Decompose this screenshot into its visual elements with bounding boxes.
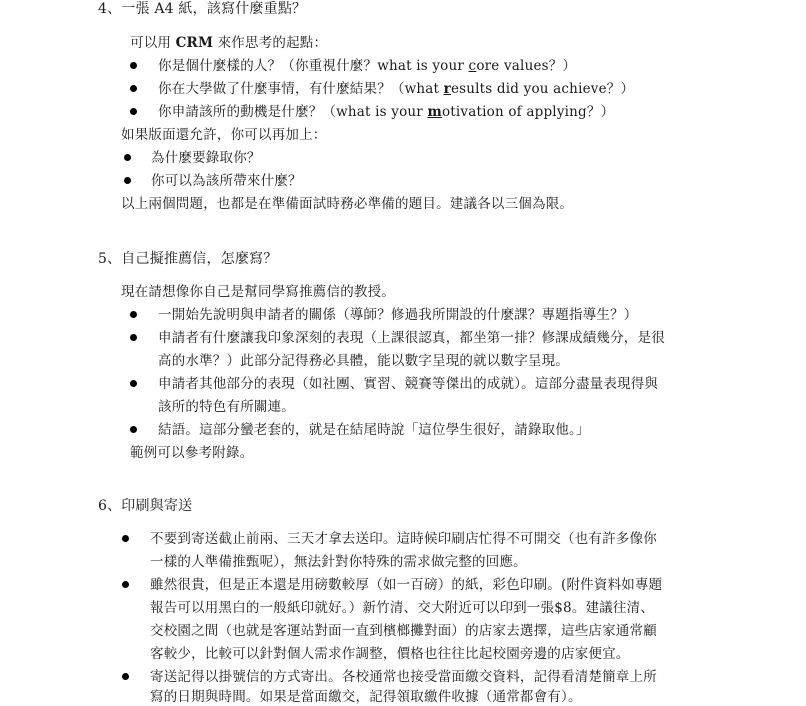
bullet-icon <box>122 535 129 542</box>
s4-bullet-motivation <box>158 103 614 121</box>
s5-bullet-relationship: 一開始先說明與申請者的關係（導師？修過我所開設的什麼課？專題指導生？） <box>158 307 638 323</box>
intro-text: 可以用 <box>130 35 176 51</box>
s5-intro: 現在請想像你自己是幫同學寫推薦信的教授。 <box>121 284 395 300</box>
crm-term: CRM <box>175 35 214 51</box>
bullet-icon <box>130 380 137 387</box>
bullet-icon <box>130 85 137 92</box>
bullet-icon <box>122 673 129 680</box>
c-letter: c <box>468 58 477 74</box>
bullet-icon <box>124 177 131 184</box>
s5-reference: 範例可以參考附錄。 <box>130 445 254 461</box>
bullet-icon <box>130 334 137 341</box>
bullet-icon <box>124 154 131 161</box>
s6-bullet-mailing-l1: 寄送記得以掛號信的方式寄出。各校通常也接受當面繳交資料，記得看清楚簡章上所 <box>150 669 657 685</box>
s5-bullet-conclusion: 結語。這部分蠻老套的，就是在結尾時說「這位學生很好，請錄取他。」 <box>158 422 590 438</box>
s5-bullet-other-l1: 申請者其他部分的表現（如社團、實習、競賽等傑出的成就）。這部分盡量表現得與 <box>158 376 659 392</box>
text: otivation of applying？） <box>441 104 615 120</box>
s5-bullet-impression-l1: 申請者有什麼讓我印象深刻的表現（上課很認真，都坐第一排？修課成績幾分，是很 <box>158 330 665 346</box>
bullet-icon <box>130 311 137 318</box>
s4-more-item-2: 你可以為該所帶來什麼？ <box>151 173 302 189</box>
bullet-icon <box>130 62 137 69</box>
bullet-icon <box>130 108 137 115</box>
text: esults did you achieve？） <box>450 81 635 97</box>
bullet-icon <box>122 581 129 588</box>
m-letter: m <box>427 104 442 120</box>
s4-more-text: 如果版面還允許，你可以再加上： <box>121 127 327 143</box>
s5-bullet-other-l2: 該所的特色有所關連。 <box>158 399 295 415</box>
text: 你申請該所的動機是什麼？（what is your <box>158 104 428 120</box>
s6-bullet-deadline-l1: 不要到寄送截止前兩、三天才拿去送印。這時候印刷店忙得不可開交（也有許多像你 <box>150 531 657 547</box>
s6-bullet-paper-l1: 雖然很貴，但是正本還是用磅數較厚（如一百磅）的紙，彩色印刷。(附件資料如專題 <box>150 577 663 593</box>
s6-bullet-mailing-l2: 寫的日期與時間。如果是當面繳交，記得領取繳件收據（通常都會有）。 <box>150 689 582 705</box>
text: ore values？） <box>476 58 577 74</box>
s4-bullet-core-values <box>158 57 576 75</box>
section-4-heading: 4、一張 A4 紙，該寫什麼重點？ <box>98 1 307 17</box>
s4-bullet-results <box>158 80 634 98</box>
bullet-icon <box>130 426 137 433</box>
s4-note: 以上兩個問題，也都是在準備面試時務必準備的題目。建議各以三個為限。 <box>121 196 574 212</box>
section-5-heading: 5、自己擬推薦信，怎麼寫？ <box>98 251 278 267</box>
s6-bullet-deadline-l2: 一樣的人準備推甄呢），無法針對你特殊的需求做完整的回應。 <box>150 554 527 570</box>
s6-bullet-paper-l3: 交校園之間（也就是客運站對面一直到檳榔攤對面）的店家去選擇，這些店家通常顧 <box>150 623 657 639</box>
s6-bullet-paper-l4: 客較少，比較可以針對個人需求作調整，價格也往往比起校園旁邊的店家便宜。 <box>150 646 630 662</box>
s6-bullet-paper-l2: 報告可以用黑白的一般紙印就好。）新竹清、交大附近可以印到一張$8。建議往清、 <box>150 600 655 616</box>
s5-bullet-impression-l2: 高的水準？）此部分記得務必具體，能以數字呈現的就以數字呈現。 <box>158 353 569 369</box>
intro-text-end: 來作思考的起點： <box>213 35 328 51</box>
section-6-heading: 6、印刷與寄送 <box>98 498 193 514</box>
section-4-intro <box>130 34 327 52</box>
r-letter: r <box>443 81 451 97</box>
text: 你是個什麼樣的人？（你重視什麼？what is your <box>158 58 469 74</box>
text: 你在大學做了什麼事情，有什麼結果？（what <box>158 81 444 97</box>
s4-more-item-1: 為什麼要錄取你？ <box>151 150 261 166</box>
